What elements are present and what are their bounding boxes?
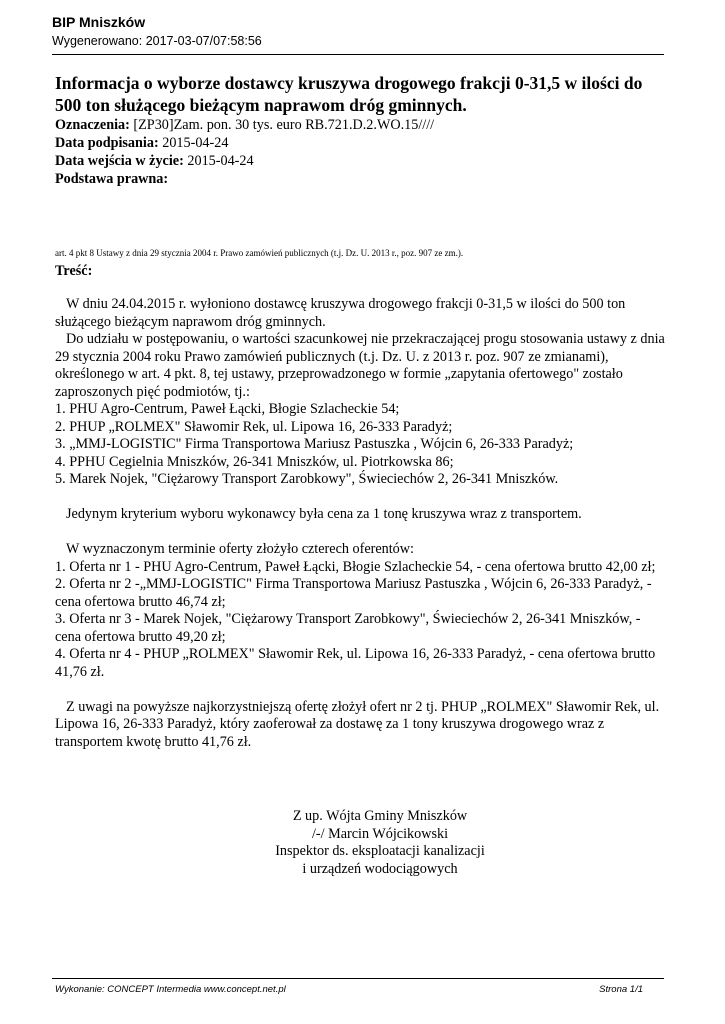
- meta-legal-basis: [55, 170, 667, 188]
- document-body: [55, 296, 667, 751]
- spacer: [55, 489, 667, 507]
- signature-line: Inspektor ds. eksploatacji kanalizacji: [275, 843, 485, 859]
- meta-signing-date: [55, 134, 667, 152]
- invited-item: 2. PHUP „ROLMEX" Sławomir Rek, ul. Lipowa 16, 26-333 Paradyż;: [55, 418, 453, 435]
- footer-divider: [52, 978, 664, 979]
- invited-item: 1. PHU Agro-Centrum, Paweł Łącki, Błogie Szlacheckie 54;: [55, 401, 400, 417]
- invited-item: 4. PPHU Cegielnia Mniszków, 26-341 Mniszków, ul. Piotrkowska 86;: [55, 453, 454, 470]
- meta-label: Oznaczenia:: [55, 117, 130, 133]
- paragraph: Do udziału w postępowaniu, o wartości szacunkowej nie przekraczającej progu stosowania ustawy z dnia 29 stycznia 2004 roku Prawo zamówień publicznych (t.j. Dz. U. z 2013 r. poz. 907 ze zmianami), określonego w art. 4 pkt. 8, tej ustawy, przeprowadzonego w formie „zapytania ofertowego" zostało zaproszonych pięć podmiotów, tj.:: [55, 331, 665, 400]
- conclusion-paragraph: Z uwagi na powyższe najkorzystniejszą ofertę złożył ofert nr 2 tj. PHUP „ROLMEX" Sławomir Rek, ul. Lipowa 16, 26-333 Paradyż, który zaoferował za dostawę za 1 tony kruszywa drogowego wraz z transportem kwotę brutto 41,76 zł.: [55, 698, 660, 750]
- generated-timestamp: Wygenerowano: 2017-03-07/07:58:56: [52, 34, 262, 48]
- signature-block: [220, 808, 540, 878]
- meta-label: Data wejścia w życie:: [55, 153, 184, 169]
- page-number: Strona 1/1: [599, 984, 643, 995]
- signature-line: i urządzeń wodociągowych: [302, 860, 458, 877]
- paragraph: W dniu 24.04.2015 r. wyłoniono dostawcę kruszywa drogowego frakcji 0-31,5 w ilości do 500 ton służącego bieżącym naprawom dróg gminnych.: [55, 296, 626, 330]
- meta-label: Podstawa prawna:: [55, 171, 169, 187]
- criterion-paragraph: Jedynym kryterium wyboru wykonawcy była cena za 1 tonę kruszywa wraz z transportem.: [66, 506, 582, 522]
- offer-item: 4. Oferta nr 4 - PHUP „ROLMEX" Sławomir Rek, ul. Lipowa 16, 26-333 Paradyż, - cena ofertowa brutto 41,76 zł.: [55, 646, 656, 680]
- meta-value: 2015-04-24: [162, 135, 229, 151]
- meta-designation: [55, 116, 667, 134]
- offer-item: 1. Oferta nr 1 - PHU Agro-Centrum, Paweł Łącki, Błogie Szlacheckie 54, - cena ofertowa brutto 42,00 zł;: [55, 558, 656, 575]
- page-header: [52, 14, 262, 49]
- footer-credit: Wykonanie: CONCEPT Intermedia www.concept.net.pl: [55, 984, 286, 995]
- offer-item: 3. Oferta nr 3 - Marek Nojek, "Ciężarowy Transport Zarobkowy", Świeciechów 2, 26-341 Mniszków, - cena ofertowa brutto 49,20 zł;: [55, 611, 641, 645]
- offer-item: 2. Oferta nr 2 -„MMJ-LOGISTIC" Firma Transportowa Mariusz Pastuszka , Wójcin 6, 26-333 Paradyż, - cena ofertowa brutto 46,74 zł;: [55, 576, 652, 610]
- document-title: Informacja o wyborze dostawcy kruszywa drogowego frakcji 0-31,5 w ilości do 500 ton służącego bieżącym naprawom dróg gminnych.: [55, 73, 643, 115]
- invited-item: 5. Marek Nojek, "Ciężarowy Transport Zarobkowy", Świeciechów 2, 26-341 Mniszków.: [55, 471, 559, 487]
- meta-value: [ZP30]Zam. pon. 30 tys. euro RB.721.D.2.WO.15////: [133, 117, 435, 133]
- spacer: [55, 681, 667, 699]
- offers-intro: W wyznaczonym terminie oferty złożyło czterech oferentów:: [66, 541, 414, 557]
- content-label: Treść:: [55, 263, 93, 279]
- meta-value: 2015-04-24: [187, 153, 254, 169]
- signature-line: /-/ Marcin Wójcikowski: [311, 825, 449, 842]
- document-heading: [55, 72, 667, 188]
- invited-item: 3. „MMJ-LOGISTIC" Firma Transportowa Mariusz Pastuszka , Wójcin 6, 26-333 Paradyż;: [55, 436, 574, 452]
- site-title: BIP Mniszków: [52, 14, 146, 30]
- header-divider: [52, 54, 664, 55]
- meta-label: Data podpisania:: [55, 135, 159, 151]
- meta-effective-date: [55, 152, 667, 170]
- spacer: [55, 524, 667, 542]
- legal-basis-text: art. 4 pkt 8 Ustawy z dnia 29 stycznia 2004 r. Prawo zamówień publicznych (t.j. Dz. U. 2013 r., poz. 907 ze zm.).: [55, 248, 464, 258]
- signature-line: Z up. Wójta Gminy Mniszków: [292, 808, 468, 824]
